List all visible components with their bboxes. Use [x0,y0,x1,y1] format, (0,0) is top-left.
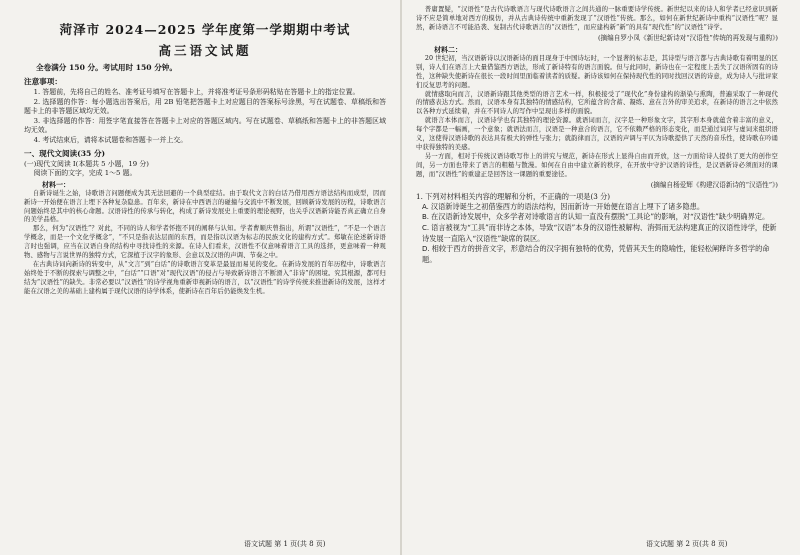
exam-subtitle: 高三语文试题 [158,43,252,58]
answer-option [416,223,778,244]
material-source: (摘编自杨爱辉《构建汉语新诗的“汉语性”》) [650,180,778,189]
page-footer: 语文试题 第 1 页(共 8 页) [244,540,326,548]
notes-heading: 注意事项： [24,77,62,86]
note-item: 1. 答题前，先将自己的姓名、准考证号填写在答题卡上，并将准考证号条形码粘贴在答题卡上的指定位置。 [33,88,360,96]
material-paragraph: 在古典诗词向新诗的转变中，从“文言”到“白话”的诗歌语言变革是最显而易见的变化。在新诗发展的百年历程中，诗歌语言始终处于不断的探索与调整之中，“白话”“口语”对“现代汉语”的侵占与导致新诗语言不断滑入“非诗”的困境。究其根源，都可归结为“汉语性”的缺失。非常必要以“汉语性”的诗学视角重新审视新诗的语言，以“汉语性”的诗学传统来推进新诗的发展，这样才能在汉语之美的基础上建构属于现代汉语的诗学体系，使新诗在百年后仍能焕发生机。 [24,261,386,295]
option-text: 相较于西方的拼音文字，形意结合的汉字拥有独特的优势，凭借其天生的隐喻性，能轻松阐释许多哲学的命题。 [422,243,770,264]
option-text: 在汉语新诗发展中，众多学者对诗歌语言的认知一直没有摆脱“工具论”的影响，对“汉语性”缺少明确界定。 [431,212,770,222]
option-label: A. [422,202,429,211]
note-item: 2. 选择题的作答：每小题选出答案后，用 2B 铅笔把答题卡上对应题目的答案标号涂黑，写在试题卷、草稿纸和答题卡上的非答题区域均无效。 [24,97,386,116]
material-paragraph: 那么，何为“汉语性”？对此，不同的诗人和学者怀抱不同的阐释与认知。学者曹顺庆曾指出，所谓“汉语性”，“不是一个语言学概念，而是一个文化学概念”，“不只是指表达层面的东西，而是指以汉语为标志的民族文化的建构方式”。郑敏在论述新诗语言时也强调，应当在汉语自身的结构中寻找诗性的来源。在诗人们看来，汉语性不仅意味着语言工具的选择，更意味着一种观物、感物与言说世界的独特方式，它深植于汉字的象形、会意以及汉语的声调、节奏之中。 [24,225,386,260]
reading-instruction: 阅读下面的文字，完成 1～5 题。 [33,169,137,178]
exam-page-2 [402,0,800,555]
subsection-heading: (一)现代文阅读 I(本题共 5 小题，19 分) [24,159,149,168]
material-label: 材料一： [42,179,70,189]
section-heading: 一、现代文阅读(35 分) [24,148,106,158]
material-paragraph: 就语言本体而言，汉语诗学也有其独特的理论资源。就语词而言，汉字是一种形象文字，其字形本身就蕴含着丰富的意义，每个字都是一幅画，一个意象；就语法而言，汉语是一种意合的语言，它不依赖严格的形态变化，而是通过词序与虚词来组织语义，这使得汉语诗歌的表达具有极大的弹性与张力；就韵律而言，汉语的声调与平仄为诗歌提供了天然的音乐性，使诗歌在吟诵中获得独特的美感。 [416,117,778,151]
answer-option [416,212,778,223]
material-label: 材料二： [434,44,462,54]
material-paragraph: 20 世纪初，当汉语新诗以汉语新诗的面目现身于中国诗坛时，一个显著的标志是，其诗型与语言都与古典诗歌有着明显的区别，诗人们在语言上大量借鉴西方语法，形成了新诗特有的语言面貌。但与此同时，新诗也在一定程度上丢失了汉语所固有的诗性，这种缺失使新诗在很长一段时间里面临着读者的质疑。新诗该如何在保持现代性的同时找回汉语的诗意，成为诗人与批评家们反复思考的问题。 [416,54,778,89]
option-text: 汉语新诗诞生之初借鉴西方的语法结构，因而新诗一开始便在语言上埋下了诸多隐患。 [430,201,705,211]
exam-title: 菏泽市 2024—2025 学年度第一学期期中考试 [59,22,351,37]
option-label: D. [422,244,430,253]
material-paragraph: 另一方面，相对于传统汉语诗歌写作上的讲究与规范，新诗在形式上显得自由而开放，这一方面给诗人提供了更大的创作空间，另一方面也带来了语言的粗糙与散漫。如何在自由中建立新的秩序，在开放中守护汉语的诗性，是汉语新诗必须面对的课题，而“汉语性”的重建正是回答这一课题的重要途径。 [416,152,778,178]
answer-option [416,202,778,213]
option-text: 语言被视为“工具”而非诗之本体，导致“汉语”本身的汉语性被解构、消弭而无法构建真正的汉语性诗学，使新诗发展一直陷入“汉语性”缺席的误区。 [422,223,777,243]
answer-option [416,244,778,265]
note-item: 4. 考试结束后，请将本试题卷和答题卡一并上交。 [33,135,188,144]
page-footer: 语文试题 第 2 页(共 8 页) [646,540,728,548]
note-item: 3. 非选择题的作答：用签字笔直接答在答题卡上对应的答题区域内。写在试题卷、草稿纸和答题卡上的非答题区域均无效。 [24,116,386,135]
material-source: (摘编自罗小凤《新世纪新诗对“汉语性”传统的再发现与重构》) [597,33,778,42]
option-label: B. [422,213,430,222]
score-note: 全卷满分 150 分。考试用时 150 分钟。 [36,63,177,72]
material-paragraph: 就情感取向而言，汉语新诗跟其他类型的语言艺术一样，积极接受了“现代化”身份建构的渐染与熏陶，普遍采取了一种现代的情感表达方式。然而，汉语本身有其独特的情感结构，它所蕴含的含蓄、凝练、意在言外的审美追求，在新诗的语言之中依然以各种方式延续着，并在不同诗人的写作中呈现出多样的面貌。 [416,90,778,116]
material-paragraph: 自新诗诞生之始，诗歌语言问题便成为其无法回避的一个典型症结。由于取代文言的白话乃借用西方语法结构而成型，因而新诗一开始便在语言上埋下各种复杂隐患。百年来，新诗在中西语言的碰撞与交流中不断发展，回顾新诗发展的历程，诗歌语言问题始终是其中的核心命题。汉语诗性的传承与转化，构成了新诗发展史上重要的理论视野，也关乎汉语新诗能否真正确立自身的美学品格。 [24,189,386,224]
option-label: C. [422,224,430,233]
material-paragraph: 普庸置疑，“汉语性”是古代诗歌语言与现代诗歌语言之间共通的一脉重要诗学传统。新世纪以来的诗人和学者已经意识到新诗不应是简单地对西方的模仿，并从古典诗传统中重新发现了“汉语性”传统。那么，如何在新世纪新诗中重构“汉语性”呢？显然，新诗语言不可能沿袭、复制古代诗歌语言的“汉语性”，而应建构新“新”的具有“现代性”的“汉语性”诗学。 [416,6,778,31]
question-stem: 1. 下列对材料相关内容的理解和分析，不正确的一项是(3 分) [416,191,611,201]
